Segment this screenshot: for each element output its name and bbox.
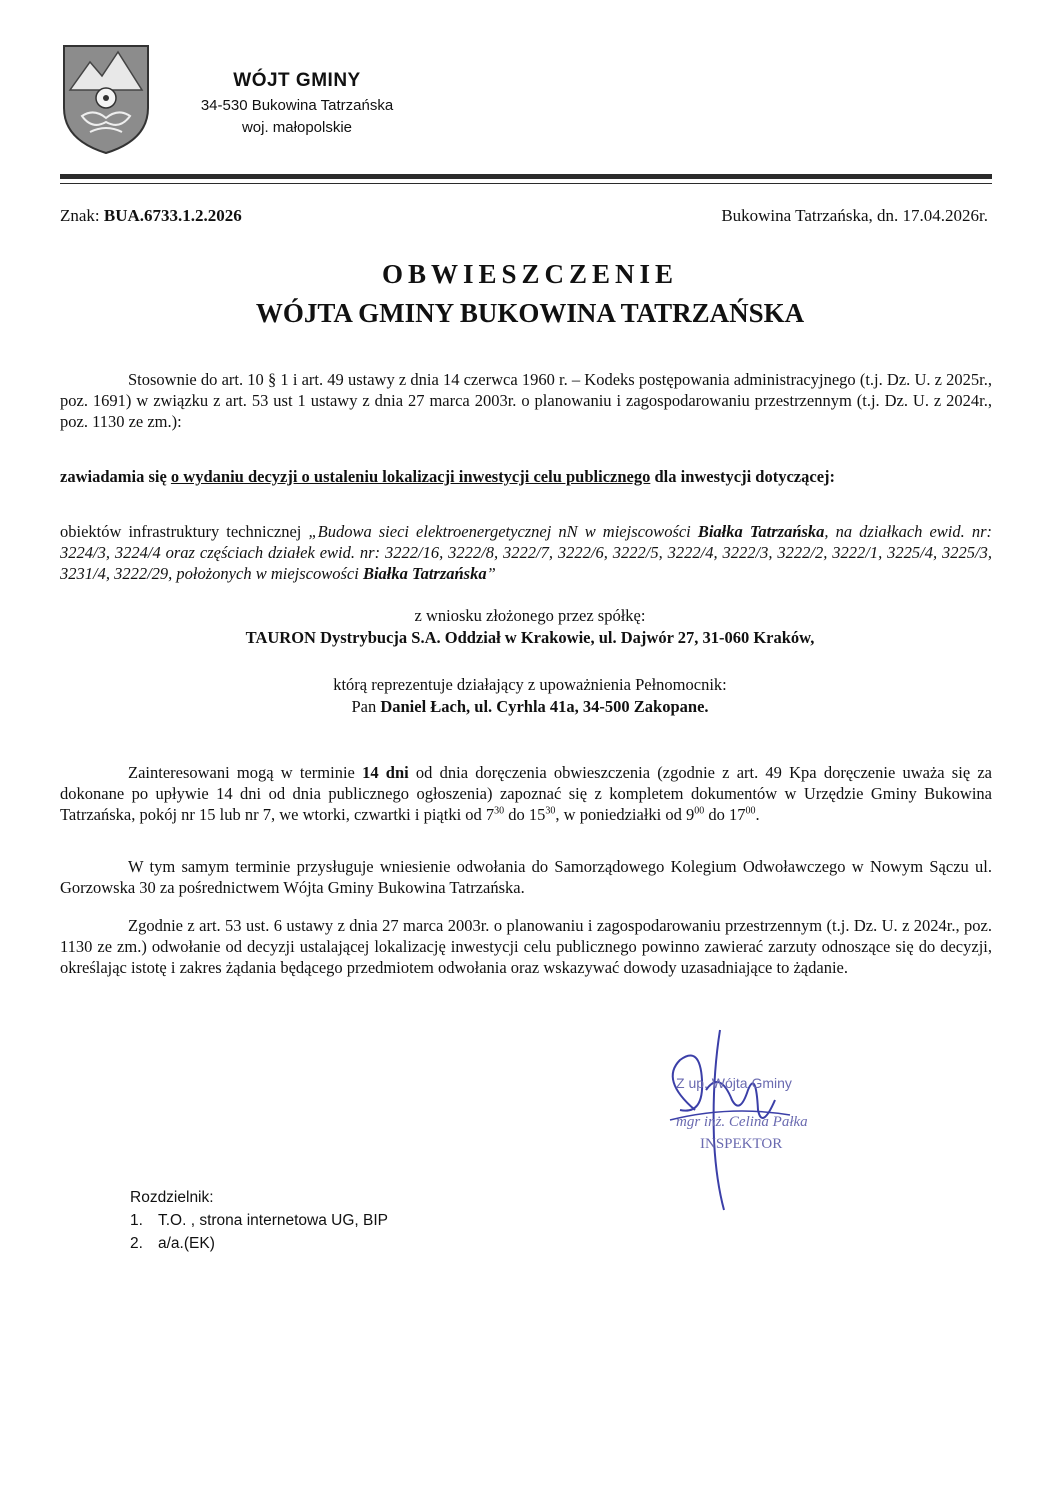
distribution-item: 1. T.O. , strona internetowa UG, BIP	[130, 1212, 389, 1229]
distribution-item: 2. a/a.(EK)	[130, 1235, 215, 1252]
proxy-intro: którą reprezentuje działający z upoważnienia Pełnomocnik:	[333, 675, 727, 694]
proxy-details: Pan Daniel Łach, ul. Cyrhla 41a, 34-500 Zakopane.	[351, 697, 709, 716]
appeal-paragraph: W tym samym terminie przysługuje wniesienie odwołania do Samorządowego Kolegium Odwoławczego w Nowym Sączu ul. Gorzowska 30 za pośrednictwem Wójta Gminy Bukowina Tatrzańska.	[60, 857, 992, 897]
header-divider-thin	[60, 183, 992, 184]
notice-statement: zawiadamia się o wydaniu decyzji o ustaleniu lokalizacji inwestycji celu publicznego dla inwestycji dotyczącej:	[60, 467, 836, 486]
issuer-title: WÓJT GMINY	[233, 70, 361, 91]
stamp-position: INSPEKTOR	[700, 1136, 783, 1152]
parcel-list: , na działkach ewid. nr: 3224/3, 3224/4 oraz częściach działek ewid. nr: 3222/16, 3222/8, 3222/7, 3222/6, 3222/5, 3222/4, 3222/3, 3222/2, 3222/1, 3225/4, 3225/3, 3231/4, 3222/29, położonych w miejscowości	[60, 522, 992, 583]
applicant-company: TAURON Dystrybucja S.A. Oddział w Krakowie, ul. Dajwór 27, 31-060 Kraków,	[245, 628, 815, 647]
deadline-days: 14 dni	[362, 763, 409, 782]
investment-description: obiektów infrastruktury technicznej „Budowa sieci elektroenergetycznej nN w miejscowości Białka Tatrzańska, na działkach ewid. nr: 3224/3, 3224/4 oraz częściach działek ewid. nr: 3222/16, 3222/8, 3222/7, 3222/6, 3222/5, 3222/4, 3222/3, 3222/2, 3222/1, 3225/4, 3225/3, 3231/4, 3222/29, położonych w miejscowości Białka Tatrzańska”	[60, 522, 992, 583]
locality-name: Białka Tatrzańska	[362, 564, 487, 583]
stamp-official-name: mgr inż. Celina Pałka	[676, 1114, 808, 1130]
header-divider-thick	[60, 174, 992, 179]
locality-name: Białka Tatrzańska	[697, 522, 825, 541]
decision-subject: o wydaniu decyzji o ustaleniu lokalizacji inwestycji celu publicznego	[170, 467, 651, 486]
issuer-voivodeship: woj. małopolskie	[241, 119, 353, 136]
stamp-authorization: Z up. Wójta Gminy	[676, 1075, 792, 1091]
case-reference-number: BUA.6733.1.2.2026	[103, 206, 242, 225]
issuer-address: 34-530 Bukowina Tatrzańska	[200, 97, 394, 114]
applicant-intro: z wniosku złożonego przez spółkę:	[414, 606, 646, 625]
case-reference	[60, 206, 242, 226]
document-title: OBWIESZCZENIE	[381, 259, 679, 289]
gmina-coat-of-arms	[60, 42, 152, 156]
legal-basis-paragraph: Stosownie do art. 10 § 1 i art. 49 ustawy z dnia 14 czerwca 1960 r. – Kodeks postępowania administracyjnego (t.j. Dz. U. z 2025r., poz. 1691) w związku z art. 53 ust 1 ustawy z dnia 27 marca 2003r. o planowaniu i zagospodarowaniu przestrzennym (t.j. Dz. U. z 2024r., poz. 1130 ze zm.):	[60, 370, 992, 431]
place-and-date: Bukowina Tatrzańska, dn. 17.04.2026r.	[721, 206, 988, 225]
proxy-name: Daniel Łach, ul. Cyrhla 41a, 34-500 Zakopane.	[380, 697, 709, 716]
distribution-title: Rozdzielnik:	[130, 1189, 214, 1206]
document-subtitle: WÓJTA GMINY BUKOWINA TATRZAŃSKA	[255, 298, 805, 328]
inspection-paragraph: Zainteresowani mogą w terminie 14 dni od dnia doręczenia obwieszczenia (zgodnie z art. 49 Kpa doręczenie uważa się za dokonane po upływie 14 dni od dnia publicznego ogłoszenia) zapoznać się z kompletem dokumentów w Urzędzie Gminy Bukowina Tatrzańska, pokój nr 15 lub nr 7, we wtorki, czwartki i piątki od $7^{30}$ do $15^{30}$, w poniedziałki od $9^{00}$ do $17^{00}$.	[60, 763, 992, 824]
case-reference-label: Znak:	[60, 206, 100, 225]
article-53-paragraph: Zgodnie z art. 53 ust. 6 ustawy z dnia 27 marca 2003r. o planowaniu i zagospodarowaniu przestrzennym (t.j. Dz. U. z 2024r., poz. 1130 ze zm.) odwołanie od decyzji ustalającej lokalizację inwestycji celu publicznego powinno zawierać zarzuty odnoszące się do decyzji, określając istotę i zakres żądania będącego przedmiotem odwołania oraz wskazywać dowody uzasadniające to żądanie.	[60, 916, 992, 977]
